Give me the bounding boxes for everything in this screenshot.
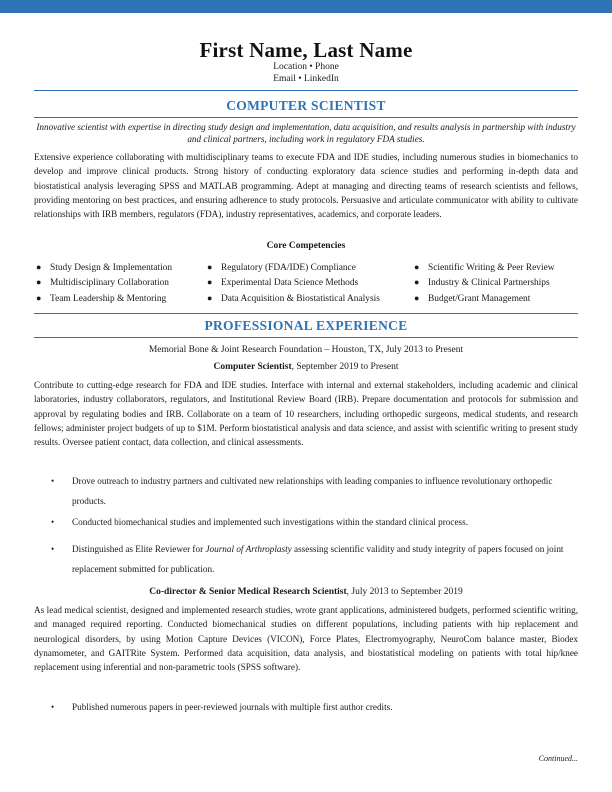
employer-line: Memorial Bone & Joint Research Foundation – Houston, TX, July 2013 to Present <box>148 345 464 355</box>
role1-bullet-2: • Conducted biomechanical studies and implemented such investigations within the standard clinical process. <box>34 512 578 532</box>
competency-item: ● Team Leadership & Mentoring <box>36 292 167 304</box>
summary-section-title: COMPUTER SCIENTIST <box>226 98 386 113</box>
summary-tagline: Innovative scientist with expertise in directing study design and implementation, data acquisition, and results analysis in partnership with industry and clinical partners, including work in regulatory FDA studies. <box>36 122 576 144</box>
experience-bottom-rule <box>34 337 578 338</box>
summary-top-rule <box>34 90 578 91</box>
competency-item: ● Experimental Data Science Methods <box>207 277 359 289</box>
role1-heading: Computer Scientist, September 2019 to Present <box>213 362 399 372</box>
competency-item: ● Scientific Writing & Peer Review <box>414 262 555 273</box>
role2-paragraph: As lead medical scientist, designed and implemented research studies, wrote grant applications, administered budgets, performed scientific writing, and managed required reporting. Conducted biomechanical studies on different populations, including patients with hip replacement and neurological disorders, by using Motion Capture Devices (VICON), Force Plates, Electromyography, NeuroCom balance master, Biodex dynamometer, and GAITRite System. Performed data acquisition, data analysis, and biostatistical modeling on patients with total hip/knee replacement using inferential and non-parametric tools (SPSS software). <box>34 605 578 673</box>
role1-bullet-1: • Drove outreach to industry partners and cultivated new relationships with leading companies to influence revolutionary orthopedic products. <box>34 471 578 511</box>
role2-heading: Co-director & Senior Medical Research Scientist, July 2013 to September 2019 <box>149 587 463 597</box>
experience-top-rule <box>34 313 578 314</box>
role1-bullet-3: • Distinguished as Elite Reviewer for Journal of Arthroplasty assessing scientific validity and study integrity of papers focused on joint replacement submitted for publication. <box>34 539 578 579</box>
competency-item: ● Multidisciplinary Collaboration <box>36 277 169 289</box>
competency-item: ● Budget/Grant Management <box>414 292 531 304</box>
bullet-dot: • <box>51 702 55 712</box>
competencies-column-1 <box>36 260 172 306</box>
contact-location-phone: Location • Phone <box>273 62 339 72</box>
summary-bottom-rule <box>34 117 578 118</box>
role1-paragraph: Contribute to cutting-edge research for FDA and IDE studies. Interface with internal and external stakeholders, including academic and clinical laboratories, industry collaborators, regulators, and Institutional Review Board (IRB). Prepare documentation and protocols for submission and approval by regulating bodies and IRB. Collaborate on a team of 10 researchers, including orthopedic surgeons, medical students, and research fellows; administer project budgets of up to $1M. Perform biostatistical analysis and data science, and assist with scientific writing to present study results. Oversee patient contact, data collection, and clinical assessments. <box>34 380 578 448</box>
top-accent-bar <box>0 0 612 13</box>
core-competencies-title: Core Competencies <box>266 241 346 251</box>
bullet-dot: • <box>51 544 55 554</box>
contact-email-linkedin: Email • LinkedIn <box>273 74 339 84</box>
competencies-column-2 <box>207 260 380 306</box>
competency-item: ● Industry & Clinical Partnerships <box>414 277 550 289</box>
bullet-dot: • <box>51 517 55 527</box>
bullet-dot: • <box>51 476 55 486</box>
role2-bullet-1: • Published numerous papers in peer-reviewed journals with multiple first author credits. <box>34 697 578 717</box>
continued-note: Continued... <box>538 754 578 763</box>
competencies-column-3 <box>414 260 555 306</box>
candidate-name: First Name, Last Name <box>199 38 413 62</box>
competency-item: ● Regulatory (FDA/IDE) Compliance <box>207 262 356 273</box>
competency-item: ● Data Acquisition & Biostatistical Analysis <box>207 292 380 304</box>
competency-item: ● Study Design & Implementation <box>36 262 173 273</box>
summary-paragraph: Extensive experience collaborating with multidisciplinary teams to execute FDA and IDE studies, including numerous studies in biomechanics to develop and improve clinical products. Strong history of conducting exploratory data science studies and performing in-depth data and biostatistical analysis leveraging SPSS and MATLAB programming. Adept at managing and directing teams of research scientists and fellows, providing mentoring on best practices, and ensuring adherence to study protocols. Persuasive and articulate communicator with ability to cultivate relationships with IRB members, regulators (FDA), industry representatives, academics, and corporate leaders. <box>34 152 578 220</box>
experience-section-title: PROFESSIONAL EXPERIENCE <box>204 318 408 333</box>
